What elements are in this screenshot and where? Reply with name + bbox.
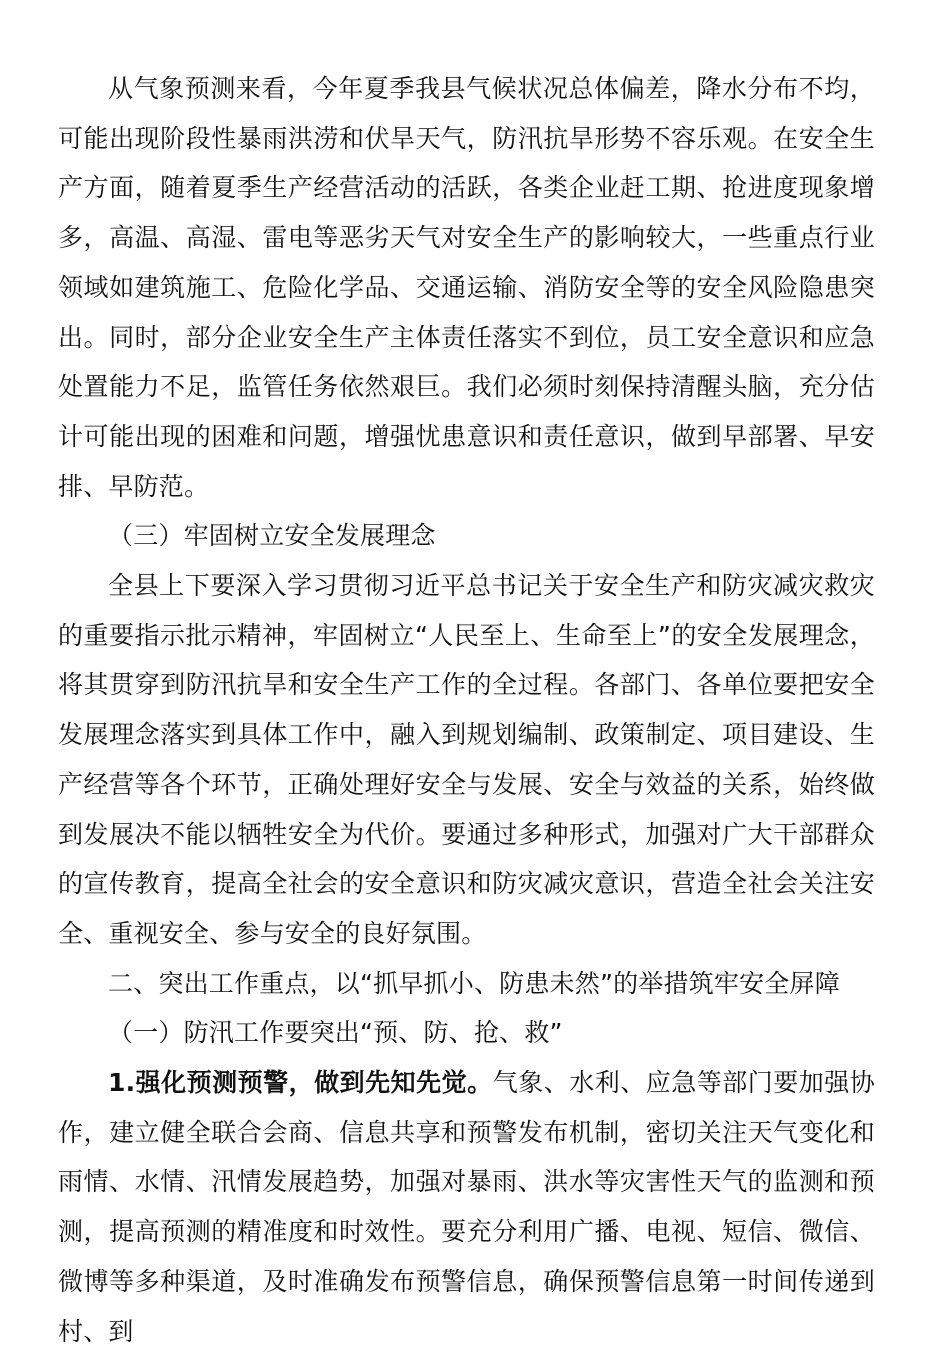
heading-text: （一）防汛工作要突出“预、防、抢、救” xyxy=(108,1018,563,1048)
paragraph-forecast-warning xyxy=(58,1058,875,1356)
heading-text: 二、突出工作重点，以“抓早抓小、防患未然”的举措筑牢安全屏障 xyxy=(108,968,840,998)
paragraph-text: 从气象预测来看，今年夏季我县气候状况总体偏差，降水分布不均，可能出现阶段性暴雨洪涝和伏旱天气，防汛抗旱形势不容乐观。在安全生产方面，随着夏季生产经营活动的活跃，各类企业赶工期、抢进度现象增多，高温、高湿、雷电等恶劣天气对安全生产的影响较大，一些重点行业领域如建筑施工、危险化学品、交通运输、消防安全等的安全风险隐患突出。同时，部分企业安全生产主体责任落实不到位，员工安全意识和应急处置能力不足，监管任务依然艰巨。我们必须时刻保持清醒头脑，充分估计可能出现的困难和问题，增强忧患意识和责任意识，做到早部署、早安排、早防范。 xyxy=(58,74,875,501)
bold-lead-text: 1.强化预测预警，做到先知先觉。 xyxy=(108,1068,493,1098)
paragraph-text: 气象、水利、应急等部门要加强协作，建立健全联合会商、信息共享和预警发布机制，密切关注天气变化和雨情、水情、汛情发展趋势，加强对暴雨、洪水等灾害性天气的监测和预测，提高预测的精准度和时效性。要充分利用广播、电视、短信、微信、微博等多种渠道，及时准确发布预警信息，确保预警信息第一时间传递到村、到 xyxy=(58,1068,875,1346)
section-heading-work-focus xyxy=(58,959,875,1009)
subsection-heading-flood-control xyxy=(58,1008,875,1058)
paragraph-text: 全县上下要深入学习贯彻习近平总书记关于安全生产和防灾减灾救灾的重要指示批示精神，牢固树立“人民至上、生命至上”的安全发展理念，将其贯穿到防汛抗旱和安全生产工作的全过程。各部门、各单位要把安全发展理念落实到具体工作中，融入到规划编制、政策制定、项目建设、生产经营等各个环节，正确处理好安全与发展、安全与效益的关系，始终做到发展决不能以牺牲安全为代价。要通过多种形式，加强对广大干部群众的宣传教育，提高全社会的安全意识和防灾减灾意识，营造全社会关注安全、重视安全、参与安全的良好氛围。 xyxy=(58,571,875,948)
section-heading-safety-concept xyxy=(58,511,875,561)
paragraph-weather-forecast xyxy=(58,64,875,511)
paragraph-safety-development xyxy=(58,561,875,959)
heading-text: （三）牢固树立安全发展理念 xyxy=(108,521,436,551)
